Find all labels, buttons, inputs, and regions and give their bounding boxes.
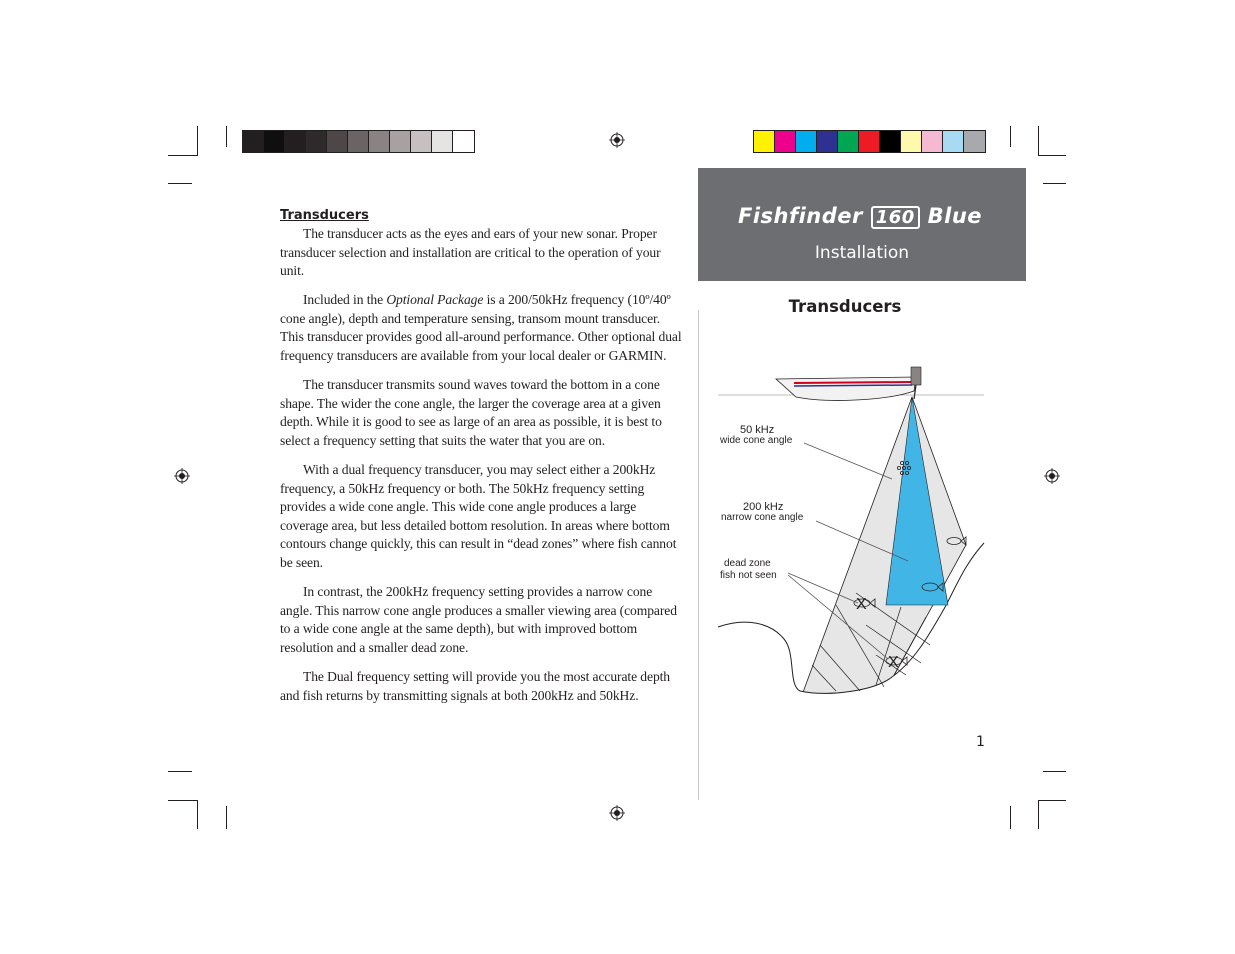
- label-fish-not-seen: fish not seen: [720, 570, 777, 581]
- process-color-swatch: [817, 131, 838, 152]
- label-narrow-cone: narrow cone angle: [721, 512, 804, 523]
- product-logo: Fishfinder 160 Blue: [737, 204, 983, 228]
- boat-icon: [776, 367, 921, 400]
- paragraph-200khz: In contrast, the 200kHz frequency setting provides a narrow cone angle. This narrow cone angle produces a smaller viewing area (compared to a wide cone angle at the same depth), but with improved bottom resolution and a smaller dead zone.: [280, 584, 677, 655]
- grayscale-swatch: [411, 131, 432, 152]
- process-color-swatch: [796, 131, 817, 152]
- label-50khz: 50 kHz: [740, 424, 775, 436]
- grayscale-swatch: [243, 131, 264, 152]
- process-color-swatch: [964, 131, 985, 152]
- paragraph-intro: The transducer acts as the eyes and ears of your new sonar. Proper transducer selection and installation are critical to the operation of your unit.: [280, 226, 661, 279]
- chapter-title: Installation: [814, 243, 910, 263]
- grayscale-swatch: [285, 131, 306, 152]
- dead-zone-marker: X: [888, 654, 899, 671]
- column-divider: [698, 310, 699, 800]
- process-color-swatch: [838, 131, 859, 152]
- page-number: 1: [976, 734, 985, 750]
- grayscale-swatch: [390, 131, 411, 152]
- grayscale-swatch: [432, 131, 453, 152]
- process-color-swatch: [901, 131, 922, 152]
- process-color-swatch: [754, 131, 775, 152]
- grayscale-swatch: [327, 131, 348, 152]
- process-color-swatch: [922, 131, 943, 152]
- registration-mark-icon: [609, 132, 625, 148]
- grayscale-color-bar: [242, 130, 475, 153]
- grayscale-swatch: [306, 131, 327, 152]
- optional-package-emphasis: Optional Package: [386, 292, 484, 308]
- chapter-header: [698, 168, 1026, 281]
- transducer-cone-diagram: [716, 355, 986, 695]
- process-color-bar: [753, 130, 986, 153]
- label-200khz: 200 kHz: [743, 501, 784, 513]
- process-color-swatch: [880, 131, 901, 152]
- diagram-title: Transducers: [788, 297, 902, 316]
- registration-mark-icon: [609, 805, 625, 821]
- process-color-swatch: [943, 131, 964, 152]
- registration-mark-icon: [174, 468, 190, 484]
- label-wide-cone: wide cone angle: [720, 435, 793, 446]
- label-dead-zone: dead zone: [724, 558, 771, 569]
- registration-mark-icon: [1044, 468, 1060, 484]
- process-color-swatch: [775, 131, 796, 152]
- grayscale-swatch: [348, 131, 369, 152]
- dead-zone-marker: X: [856, 596, 867, 613]
- section-heading: Transducers: [280, 208, 369, 223]
- paragraph-cone-shape: The transducer transmits sound waves toward the bottom in a cone shape. The wider the cone angle, the larger the coverage area at a given depth. While it is good to see as large of an area as possible, it is best to select a frequency setting that suits the water that you are on.: [280, 377, 662, 448]
- grayscale-swatch: [453, 131, 474, 152]
- body-text-column: [280, 208, 686, 716]
- grayscale-swatch: [264, 131, 285, 152]
- paragraph-dual-setting: The Dual frequency setting will provide you the most accurate depth and fish returns by transmitting signals at both 200kHz and 50kHz.: [280, 668, 671, 703]
- process-color-swatch: [859, 131, 880, 152]
- paragraph-dual-frequency: With a dual frequency transducer, you may select either a 200kHz frequency, a 50kHz frequency or both. The 50kHz frequency setting provides a wide cone angle. This wide cone angle produces a large coverage area, but less detailed bottom resolution. In areas where bottom contours change quickly, this can result in “dead zones” where fish cannot be seen.: [280, 462, 677, 570]
- grayscale-swatch: [369, 131, 390, 152]
- paragraph-optional-package: Included in the Optional Package is a 200/50kHz frequency (10º/40º cone angle), depth and temperature sensing, transom mount transducer. This transducer provides good all-around performance. Other optional dual frequency transducers are available from your local dealer or GARMIN.: [280, 292, 682, 364]
